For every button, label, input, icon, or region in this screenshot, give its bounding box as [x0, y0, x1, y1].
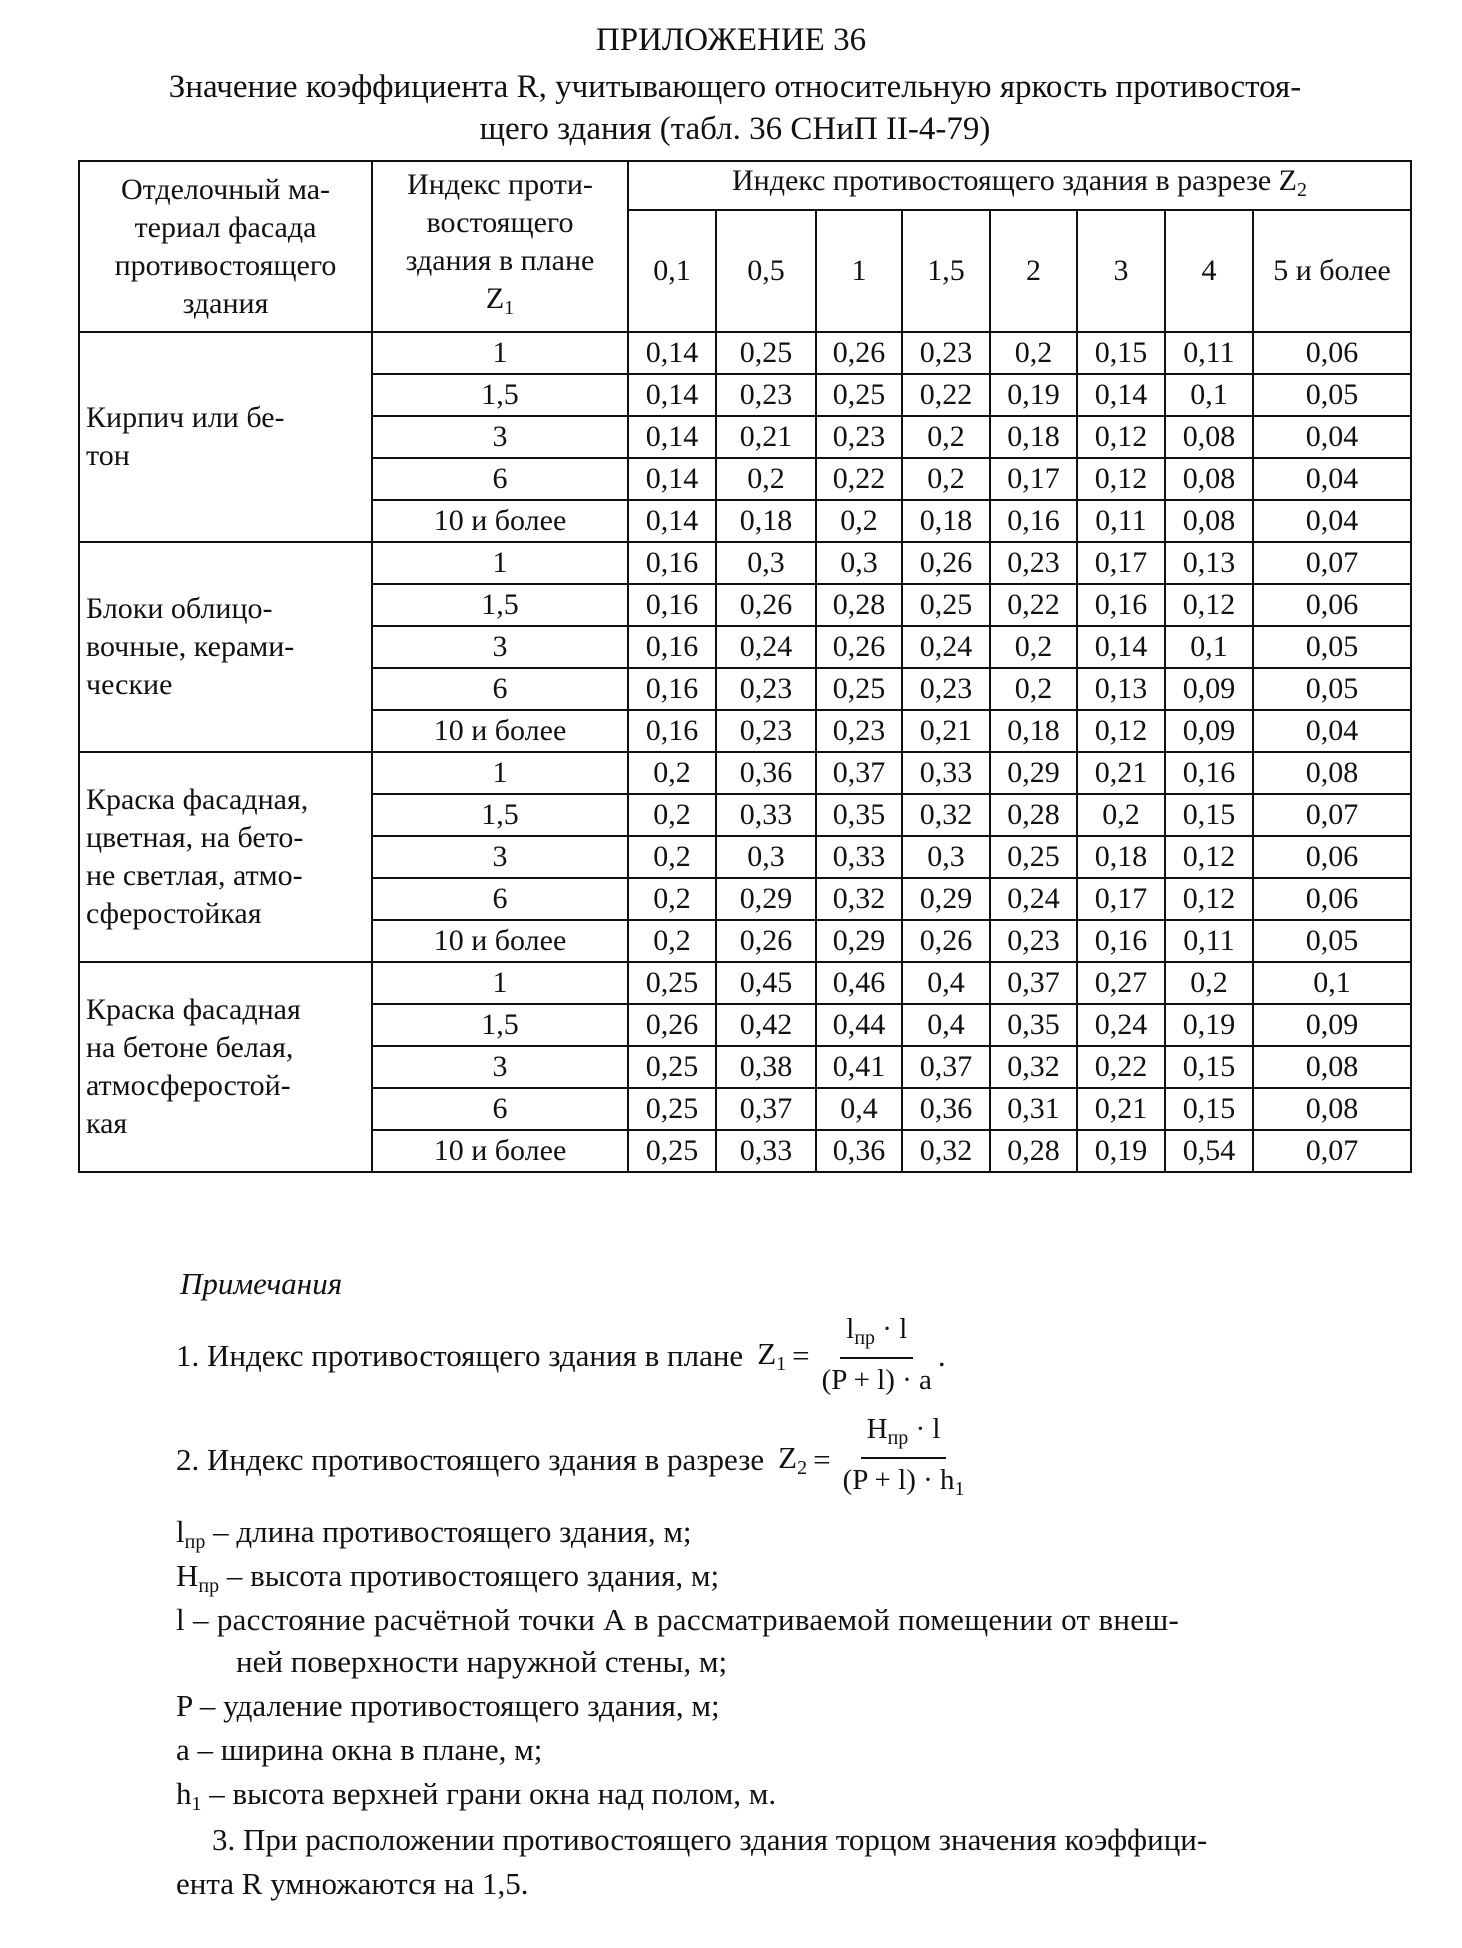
- coefficient-cell: 0,19: [1165, 1004, 1253, 1046]
- coefficient-cell: 0,14: [1077, 626, 1165, 668]
- def-text: – высота верхней грани окна над полом, м.: [201, 1776, 777, 1811]
- coefficient-cell: 0,31: [990, 1088, 1077, 1130]
- note-1: [176, 1312, 946, 1399]
- coefficient-cell: 0,25: [628, 962, 716, 1004]
- coefficient-cell: 0,25: [628, 1130, 716, 1172]
- coefficient-cell: 0,3: [816, 542, 902, 584]
- z1-cell: 6: [372, 668, 628, 710]
- caption-line-1: Значение коэффициента R, учитывающего относительную яркость противостоя-: [168, 69, 1302, 105]
- coefficient-cell: 0,16: [628, 710, 716, 752]
- def-symbol: H: [176, 1558, 199, 1593]
- fraction-denominator: (P + l) · a: [821, 1364, 932, 1396]
- numerator-rest: · l: [882, 1313, 908, 1345]
- coefficient-cell: 0,36: [816, 1130, 902, 1172]
- coefficient-cell: 0,13: [1165, 542, 1253, 584]
- def-symbol: a: [176, 1732, 190, 1767]
- coefficient-cell: 0,2: [628, 836, 716, 878]
- z2-lhs-sub: 2: [797, 1457, 808, 1479]
- z1-cell: 3: [372, 416, 628, 458]
- caption-line-2: щего здания (табл. 36 СНиП II-4-79): [479, 111, 991, 147]
- coefficient-cell: 0,17: [1077, 542, 1165, 584]
- z2-column-header: 0,5: [716, 210, 816, 332]
- z1-column-header: [372, 161, 628, 332]
- coefficient-cell: 0,04: [1253, 710, 1411, 752]
- note-2: [176, 1412, 971, 1508]
- appendix-title: ПРИЛОЖЕНИЕ 36: [595, 22, 867, 58]
- coefficient-cell: 0,25: [716, 332, 816, 374]
- z2-group-label: Индекс противостоящего здания в разрезе Z: [731, 164, 1297, 197]
- coefficient-cell: 0,3: [716, 542, 816, 584]
- note-2-fraction: [843, 1412, 965, 1508]
- coefficient-cell: 0,2: [628, 794, 716, 836]
- coefficient-cell: 0,27: [1077, 962, 1165, 1004]
- denominator-sub: 1: [954, 1478, 965, 1500]
- coefficient-cell: 0,33: [902, 752, 990, 794]
- coefficient-cell: 0,05: [1253, 626, 1411, 668]
- coefficient-cell: 0,12: [1165, 878, 1253, 920]
- table-row: [79, 752, 1411, 794]
- coefficient-cell: 0,14: [628, 374, 716, 416]
- coefficient-cell: 0,2: [816, 500, 902, 542]
- z1-lhs-sub: 1: [776, 1352, 787, 1375]
- coefficient-cell: 0,07: [1253, 1130, 1411, 1172]
- coefficient-cell: 0,2: [628, 878, 716, 920]
- material-cell: [79, 542, 372, 752]
- z1-header-symbol: [377, 280, 623, 327]
- coefficient-cell: 0,15: [1165, 1046, 1253, 1088]
- coefficient-cell: 0,23: [990, 542, 1077, 584]
- coefficient-cell: 0,26: [902, 542, 990, 584]
- coefficient-cell: 0,23: [902, 668, 990, 710]
- coefficient-cell: 0,16: [628, 626, 716, 668]
- coefficient-cell: 0,08: [1253, 1046, 1411, 1088]
- coefficient-cell: 0,04: [1253, 500, 1411, 542]
- coefficient-cell: 0,2: [990, 668, 1077, 710]
- z1-cell: 1: [372, 542, 628, 584]
- z2-column-header: 2: [990, 210, 1077, 332]
- coefficient-cell: 0,12: [1165, 836, 1253, 878]
- denominator-text: (P + l) · h: [842, 1464, 955, 1496]
- coefficient-cell: 0,05: [1253, 668, 1411, 710]
- material-line: ческие: [86, 668, 173, 701]
- coefficient-cell: 0,25: [816, 374, 902, 416]
- coefficient-cell: 0,54: [1165, 1130, 1253, 1172]
- material-column-header: [79, 161, 372, 332]
- coefficient-cell: 0,16: [628, 542, 716, 584]
- coefficient-cell: 0,2: [628, 752, 716, 794]
- coefficient-cell: 0,19: [1077, 1130, 1165, 1172]
- coefficient-cell: 0,19: [990, 374, 1077, 416]
- z1-header-line: Индекс проти-: [407, 168, 593, 201]
- table-body: [79, 332, 1411, 1172]
- material-line: сферостойкая: [86, 897, 262, 930]
- z2-column-header: 5 и более: [1253, 210, 1411, 332]
- coefficient-cell: 0,1: [1165, 626, 1253, 668]
- coefficient-cell: 0,23: [816, 416, 902, 458]
- coefficient-cell: 0,36: [716, 752, 816, 794]
- coefficient-cell: 0,15: [1165, 794, 1253, 836]
- z1-cell: 10 и более: [372, 1130, 628, 1172]
- z2-column-header: 4: [1165, 210, 1253, 332]
- fraction-numerator: [840, 1312, 913, 1359]
- material-cell: [79, 962, 372, 1172]
- coefficient-cell: 0,05: [1253, 920, 1411, 962]
- note-1-end: .: [937, 1337, 946, 1373]
- material-cell: [79, 332, 372, 542]
- coefficient-cell: 0,23: [716, 710, 816, 752]
- coefficient-table: [78, 160, 1412, 1173]
- z1-cell: 1: [372, 332, 628, 374]
- coefficient-cell: 0,25: [902, 584, 990, 626]
- coefficient-cell: 0,28: [816, 584, 902, 626]
- definition-p: [176, 1686, 1406, 1726]
- z1-cell: 1,5: [372, 584, 628, 626]
- note-1-text: 1. Индекс противостоящего здания в плане: [176, 1337, 744, 1373]
- coefficient-cell: 0,42: [716, 1004, 816, 1046]
- coefficient-cell: 0,12: [1077, 458, 1165, 500]
- material-header-line: Отделочный ма-: [120, 172, 331, 206]
- coefficient-cell: 0,4: [816, 1088, 902, 1130]
- material-line: кая: [86, 1107, 128, 1140]
- coefficient-cell: 0,21: [716, 416, 816, 458]
- coefficient-cell: 0,22: [816, 458, 902, 500]
- note-3-line-1: 3. При расположении противостоящего здания торцом значения коэффици-: [212, 1822, 1208, 1857]
- coefficient-cell: 0,2: [1165, 962, 1253, 1004]
- material-cell: [79, 752, 372, 962]
- coefficient-cell: 0,23: [990, 920, 1077, 962]
- definition-l-pr: [176, 1512, 1406, 1562]
- def-text: – удаление противостоящего здания, м;: [192, 1688, 720, 1723]
- coefficient-cell: 0,08: [1165, 416, 1253, 458]
- coefficient-cell: 0,35: [816, 794, 902, 836]
- z1-cell: 10 и более: [372, 710, 628, 752]
- coefficient-cell: 0,12: [1077, 710, 1165, 752]
- coefficient-cell: 0,44: [816, 1004, 902, 1046]
- coefficient-cell: 0,1: [1253, 962, 1411, 1004]
- table-caption: [70, 66, 1400, 150]
- z2-column-header: 1: [816, 210, 902, 332]
- def-text: – длина противостоящего здания, м;: [205, 1514, 692, 1549]
- coefficient-cell: 0,12: [1165, 584, 1253, 626]
- coefficient-cell: 0,26: [716, 920, 816, 962]
- coefficient-cell: 0,16: [628, 584, 716, 626]
- coefficient-cell: 0,05: [1253, 374, 1411, 416]
- coefficient-cell: 0,37: [816, 752, 902, 794]
- coefficient-cell: 0,17: [1077, 878, 1165, 920]
- coefficient-cell: 0,33: [716, 794, 816, 836]
- coefficient-cell: 0,21: [902, 710, 990, 752]
- coefficient-cell: 0,23: [816, 710, 902, 752]
- coefficient-cell: 0,23: [716, 374, 816, 416]
- coefficient-cell: 0,18: [990, 416, 1077, 458]
- coefficient-cell: 0,3: [902, 836, 990, 878]
- coefficient-cell: 0,08: [1165, 458, 1253, 500]
- z1-cell: 1,5: [372, 794, 628, 836]
- material-line: тон: [86, 439, 130, 472]
- coefficient-cell: 0,29: [902, 878, 990, 920]
- z2-group-label-sub: 2: [1297, 179, 1307, 201]
- z1-symbol: Z: [485, 282, 505, 315]
- z1-cell: 6: [372, 1088, 628, 1130]
- coefficient-cell: 0,28: [990, 794, 1077, 836]
- coefficient-cell: 0,06: [1253, 878, 1411, 920]
- note-1-fraction: [822, 1312, 932, 1399]
- def-text: – расстояние расчётной точки А в рассматриваемой помещении от внеш-: [184, 1602, 1180, 1637]
- def-text: – ширина окна в плане, м;: [189, 1732, 543, 1767]
- material-line: Краска фасадная: [86, 993, 301, 1026]
- coefficient-cell: 0,16: [990, 500, 1077, 542]
- fraction-numerator: [861, 1412, 947, 1459]
- coefficient-cell: 0,06: [1253, 836, 1411, 878]
- coefficient-cell: 0,07: [1253, 542, 1411, 584]
- definition-h-pr: [176, 1556, 1406, 1606]
- coefficient-cell: 0,33: [716, 1130, 816, 1172]
- coefficient-cell: 0,33: [816, 836, 902, 878]
- coefficient-cell: 0,29: [716, 878, 816, 920]
- coefficient-cell: 0,2: [716, 458, 816, 500]
- material-header-line: териал фасада: [134, 210, 317, 244]
- coefficient-cell: 0,32: [816, 878, 902, 920]
- def-symbol: P: [176, 1688, 193, 1723]
- coefficient-cell: 0,45: [716, 962, 816, 1004]
- coefficient-cell: 0,2: [902, 458, 990, 500]
- notes-title: Примечания: [180, 1266, 343, 1301]
- coefficient-cell: 0,24: [902, 626, 990, 668]
- coefficient-cell: 0,36: [902, 1088, 990, 1130]
- coefficient-cell: 0,37: [990, 962, 1077, 1004]
- coefficient-cell: 0,26: [816, 332, 902, 374]
- coefficient-cell: 0,08: [1253, 1088, 1411, 1130]
- coefficient-cell: 0,46: [816, 962, 902, 1004]
- numerator-symbol: H: [866, 1413, 888, 1445]
- coefficient-cell: 0,32: [990, 1046, 1077, 1088]
- z1-cell: 3: [372, 1046, 628, 1088]
- coefficient-cell: 0,25: [990, 836, 1077, 878]
- coefficient-cell: 0,21: [1077, 752, 1165, 794]
- coefficient-cell: 0,22: [990, 584, 1077, 626]
- coefficient-cell: 0,24: [990, 878, 1077, 920]
- z2-group-header: [628, 161, 1411, 210]
- coefficient-cell: 0,14: [628, 332, 716, 374]
- coefficient-cell: 0,38: [716, 1046, 816, 1088]
- table-row: [79, 332, 1411, 374]
- material-line: Краска фасадная,: [86, 783, 309, 816]
- coefficient-cell: 0,22: [1077, 1046, 1165, 1088]
- coefficient-cell: 0,11: [1077, 500, 1165, 542]
- coefficient-cell: 0,07: [1253, 794, 1411, 836]
- material-line: атмосферостой-: [86, 1069, 291, 1102]
- def-text: – высота противостоящего здания, м;: [219, 1558, 720, 1593]
- material-line: Блоки облицо-: [86, 592, 273, 625]
- coefficient-cell: 0,16: [1077, 920, 1165, 962]
- coefficient-cell: 0,13: [1077, 668, 1165, 710]
- coefficient-cell: 0,25: [816, 668, 902, 710]
- coefficient-cell: 0,18: [990, 710, 1077, 752]
- coefficient-cell: 0,24: [716, 626, 816, 668]
- coefficient-cell: 0,2: [628, 920, 716, 962]
- coefficient-cell: 0,2: [1077, 794, 1165, 836]
- coefficient-cell: 0,16: [628, 668, 716, 710]
- material-line: на бетоне белая,: [86, 1031, 294, 1064]
- coefficient-cell: 0,06: [1253, 332, 1411, 374]
- def-symbol-sub: 1: [191, 1793, 202, 1815]
- coefficient-cell: 0,32: [902, 1130, 990, 1172]
- fraction-denominator: [843, 1459, 965, 1508]
- def-symbol: l: [176, 1602, 185, 1637]
- note-1-lhs: [757, 1336, 786, 1376]
- definition-h1: [176, 1774, 1406, 1824]
- coefficient-cell: 0,29: [816, 920, 902, 962]
- z1-cell: 3: [372, 836, 628, 878]
- coefficient-cell: 0,4: [902, 962, 990, 1004]
- coefficient-cell: 0,04: [1253, 416, 1411, 458]
- coefficient-cell: 0,29: [990, 752, 1077, 794]
- coefficient-cell: 0,09: [1253, 1004, 1411, 1046]
- coefficient-cell: 0,32: [902, 794, 990, 836]
- coefficient-cell: 0,24: [1077, 1004, 1165, 1046]
- material-line: цветная, на бето-: [86, 821, 304, 854]
- equals-sign: =: [813, 1442, 831, 1477]
- coefficient-cell: 0,23: [716, 668, 816, 710]
- coefficient-cell: 0,04: [1253, 458, 1411, 500]
- numerator-symbol: l: [846, 1313, 855, 1345]
- coefficient-cell: 0,11: [1165, 332, 1253, 374]
- material-header-line: здания: [182, 286, 269, 320]
- coefficient-cell: 0,18: [902, 500, 990, 542]
- material-line: вочные, керами-: [86, 630, 295, 663]
- coefficient-cell: 0,14: [1077, 374, 1165, 416]
- coefficient-cell: 0,16: [1077, 584, 1165, 626]
- coefficient-cell: 0,25: [628, 1046, 716, 1088]
- coefficient-cell: 0,2: [902, 416, 990, 458]
- coefficient-cell: 0,08: [1253, 752, 1411, 794]
- z1-cell: 6: [372, 878, 628, 920]
- definition-a: [176, 1730, 1406, 1770]
- numerator-sub: пр: [887, 1427, 909, 1449]
- coefficient-cell: 0,3: [716, 836, 816, 878]
- numerator-rest: · l: [915, 1413, 941, 1445]
- coefficient-cell: 0,28: [990, 1130, 1077, 1172]
- z1-cell: 3: [372, 626, 628, 668]
- material-line: Кирпич или бе-: [86, 401, 285, 434]
- coefficient-cell: 0,09: [1165, 710, 1253, 752]
- z1-cell: 1,5: [372, 374, 628, 416]
- coefficient-cell: 0,21: [1077, 1088, 1165, 1130]
- coefficient-cell: 0,2: [990, 332, 1077, 374]
- def-symbol: h: [176, 1776, 192, 1811]
- coefficient-cell: 0,26: [902, 920, 990, 962]
- material-header-line: противостоящего: [114, 248, 337, 282]
- coefficient-cell: 0,1: [1165, 374, 1253, 416]
- z1-cell: 1: [372, 752, 628, 794]
- coefficient-cell: 0,25: [628, 1088, 716, 1130]
- coefficient-cell: 0,14: [628, 416, 716, 458]
- def-symbol-sub: пр: [184, 1531, 206, 1553]
- coefficient-cell: 0,26: [716, 584, 816, 626]
- note-2-text: 2. Индекс противостоящего здания в разрезе: [176, 1442, 765, 1477]
- z2-column-header: 3: [1077, 210, 1165, 332]
- note-2-lhs: [778, 1440, 807, 1480]
- table-row: [79, 962, 1411, 1004]
- coefficient-cell: 0,12: [1077, 416, 1165, 458]
- z1-lhs: Z: [757, 1335, 777, 1371]
- note-3-line-2: ента R умножаются на 1,5.: [176, 1866, 529, 1901]
- coefficient-cell: 0,26: [816, 626, 902, 668]
- coefficient-cell: 0,35: [990, 1004, 1077, 1046]
- coefficient-cell: 0,18: [716, 500, 816, 542]
- coefficient-cell: 0,23: [902, 332, 990, 374]
- def-symbol-sub: пр: [198, 1575, 220, 1597]
- z1-header-line: востоящего: [426, 206, 574, 239]
- z1-cell: 6: [372, 458, 628, 500]
- coefficient-cell: 0,22: [902, 374, 990, 416]
- coefficient-cell: 0,15: [1077, 332, 1165, 374]
- z2-column-header: 0,1: [628, 210, 716, 332]
- coefficient-cell: 0,14: [628, 500, 716, 542]
- definition-l-continued: ней поверхности наружной стены, м;: [236, 1644, 728, 1679]
- z2-lhs: Z: [778, 1440, 798, 1475]
- coefficient-cell: 0,09: [1165, 668, 1253, 710]
- def-symbol: l: [176, 1514, 185, 1549]
- coefficient-cell: 0,37: [716, 1088, 816, 1130]
- coefficient-cell: 0,11: [1165, 920, 1253, 962]
- definition-l: [176, 1600, 1406, 1640]
- z1-cell: 10 и более: [372, 500, 628, 542]
- coefficient-cell: 0,16: [1165, 752, 1253, 794]
- equals-sign: =: [792, 1337, 810, 1373]
- numerator-sub: пр: [854, 1327, 876, 1349]
- z1-header-line: здания в плане: [405, 244, 595, 277]
- coefficient-cell: 0,17: [990, 458, 1077, 500]
- coefficient-cell: 0,37: [902, 1046, 990, 1088]
- coefficient-cell: 0,14: [628, 458, 716, 500]
- coefficient-cell: 0,2: [990, 626, 1077, 668]
- coefficient-cell: 0,15: [1165, 1088, 1253, 1130]
- z1-cell: 10 и более: [372, 920, 628, 962]
- coefficient-cell: 0,26: [628, 1004, 716, 1046]
- coefficient-cell: 0,41: [816, 1046, 902, 1088]
- z1-cell: 1: [372, 962, 628, 1004]
- coefficient-cell: 0,18: [1077, 836, 1165, 878]
- z2-column-header: 1,5: [902, 210, 990, 332]
- z1-cell: 1,5: [372, 1004, 628, 1046]
- table-row: [79, 542, 1411, 584]
- coefficient-cell: 0,06: [1253, 584, 1411, 626]
- coefficient-cell: 0,4: [902, 1004, 990, 1046]
- material-line: не светлая, атмо-: [86, 859, 303, 892]
- coefficient-cell: 0,08: [1165, 500, 1253, 542]
- z1-symbol-sub: 1: [504, 297, 515, 319]
